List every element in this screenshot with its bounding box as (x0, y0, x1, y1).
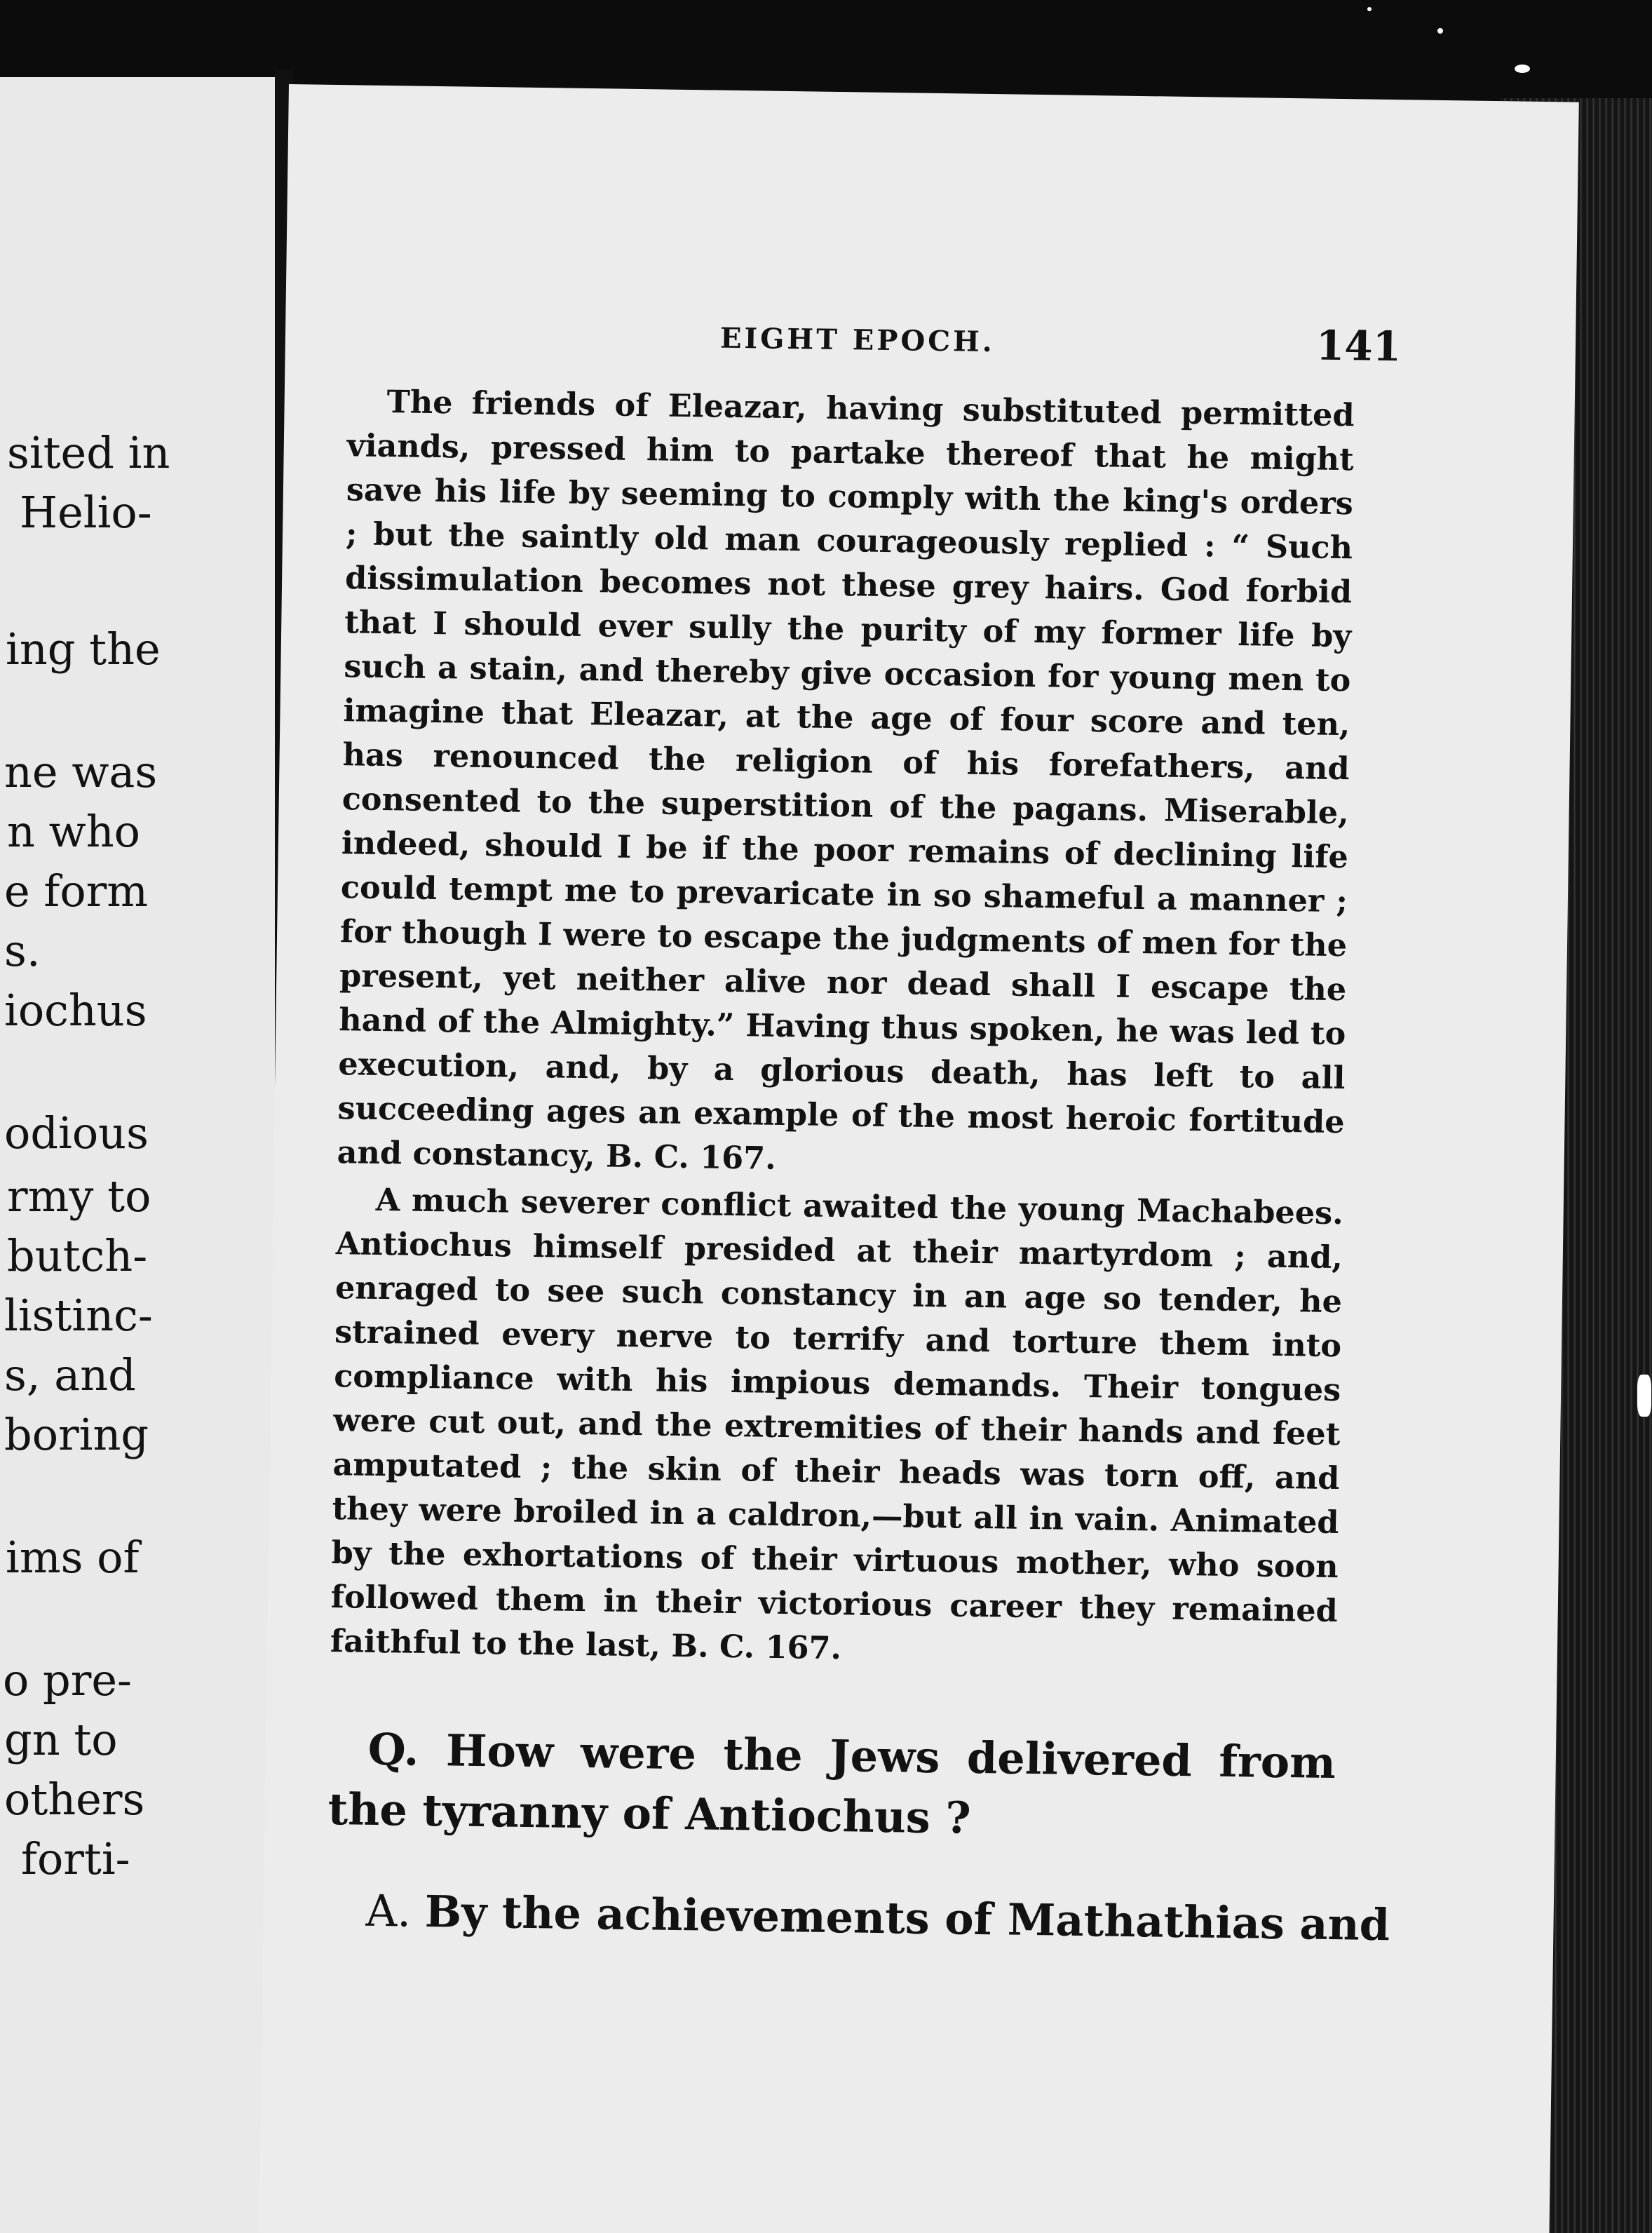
left-line: boring (4, 1409, 149, 1460)
left-line: Helio- (20, 487, 152, 538)
left-page (0, 77, 280, 2233)
left-line: odious (4, 1107, 149, 1159)
left-line: ing the (6, 623, 161, 675)
scan-speck (1437, 28, 1443, 34)
right-page (259, 84, 1579, 2233)
scan-speck (1367, 7, 1372, 11)
left-line: ims of (6, 1532, 140, 1583)
running-head: EIGHT EPOCH. (719, 321, 996, 359)
left-line: forti- (21, 1833, 130, 1884)
body-text (330, 379, 1355, 1678)
paragraph: The friends of Eleazar, having substituted permitted viands, pressed him to partake thereof that he might save his life by seeming to comply with the king's orders ; but the saintly old man courageously replied : “ Such dissimulation becomes not these grey hairs. God forbid that I should ever sully the purity of my former life by such a stain, and thereby give occasion for young men to imagine that Eleazar, at the age of four score and ten, has renounced the religion of his forefathers, and consented to the superstition of the pagans. Miserable, indeed, should I be if the poor remains of declining life could tempt me to prevaricate in so shameful a manner ; for though I were to escape the judgments of men for the present, yet neither alive nor dead shall I escape the hand of the Almighty.” Having thus spoken, he was led to execution, and, by a glorious death, has left to all succeeding ages an example of the most heroic fortitude and constancy, B. C. 167. (337, 383, 1355, 1177)
paragraph: A much severer conflict awaited the young Machabees. Antiochus himself presided at their martyrdom ; and, enraged to see such constancy in an age so tender, he strained every nerve to terrify and torture them into compliance with his impious demands. Their tongues were cut out, and the extremities of their hands and feet amputated ; the skin of their heads was torn off, and they were broiled in a caldron,—but all in vain. Animated by the exhortations of their virtuous mother, who soon followed them in their victorious career they remained faithful to the last, B. C. 167. (330, 1181, 1344, 1667)
left-line: n who (7, 806, 140, 857)
left-line: listinc- (4, 1290, 153, 1341)
question (327, 1719, 1336, 1854)
left-page-text (0, 77, 280, 2233)
left-line: butch- (7, 1230, 148, 1281)
scan-speck (1637, 1375, 1651, 1417)
left-line: gn to (4, 1714, 118, 1765)
left-line: s. (4, 925, 41, 976)
left-line: sited in (7, 427, 170, 478)
answer (326, 1880, 1390, 1955)
question-text: Q. How were the Jews delivered from the tyranny of Antiochus ? (327, 1723, 1336, 1844)
answer-label: A. (365, 1884, 412, 1937)
scan-speck (1515, 65, 1530, 73)
left-line: ne was (4, 746, 158, 797)
left-line: others (4, 1774, 145, 1825)
answer-text: By the achievements of Mathathias and (424, 1885, 1390, 1951)
left-line: rmy to (7, 1171, 151, 1222)
left-line: e form (4, 865, 149, 917)
left-line: s, and (4, 1349, 136, 1401)
left-line: iochus (4, 985, 147, 1036)
page-number: 141 (1315, 321, 1402, 371)
left-line: o pre- (3, 1654, 133, 1706)
